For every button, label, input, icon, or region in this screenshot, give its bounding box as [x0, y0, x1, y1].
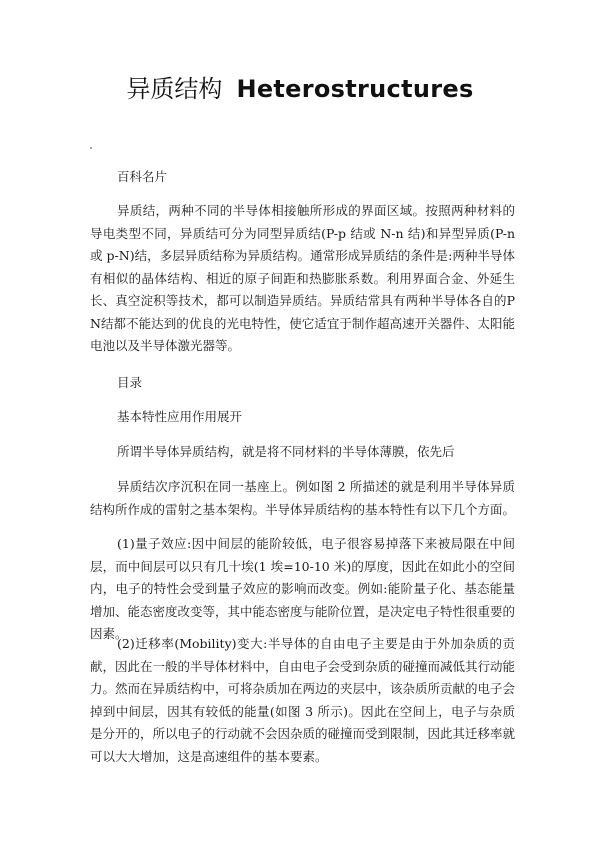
- title-english: Heterostructures: [236, 75, 474, 103]
- stray-mark: [90, 147, 92, 149]
- toc-line: 基本特性应用作用展开: [117, 409, 243, 424]
- quantum-effect-paragraph: (1)量子效应:因中间层的能阶较低，电子很容易掉落下来被局限在中间层，而中间层可以只有几十埃(1 埃=10-10 米)的厚度，因此在如此小的空间内，电子的特性会受到量子效应的影响而改变。例如:能阶量子化、基态能量增加、能态密度改变等，其中能态密度与能阶位置，是决定电子特性很重要的因素。: [90, 536, 516, 641]
- title-chinese: 异质结构: [126, 75, 223, 103]
- page-title: [0, 72, 600, 106]
- toc-heading: 目录: [117, 375, 143, 390]
- heterostructure-paragraph: 异质结次序沉积在同一基座上。例如图 2 所描述的就是利用半导体异质结构所作成的雷射之基本架构。半导体异质结构的基本特性有以下几个方面。: [90, 479, 516, 517]
- heterostructure-line-1: 所谓半导体异质结构，就是将不同材料的半导体薄膜，依先后: [117, 444, 455, 459]
- mobility-paragraph: (2)迁移率(Mobility)变大:半导体的自由电子主要是由于外加杂质的贡献，因此在一般的半导体材料中，自由电子会受到杂质的碰撞而减低其行动能力。然而在异质结构中，可将杂质加在两边的夹层中，该杂质所贡献的电子会掉到中间层，因其有较低的能量(如图 3 所示)。因此在空间上，电子与杂质是分开的，所以电子的行动就不会因杂质的碰撞而受到限制，因此其迁移率就可以大大增加，这是高速组件的基本要素。: [90, 636, 516, 764]
- intro-paragraph: 异质结，两种不同的半导体相接触所形成的界面区域。按照两种材料的导电类型不同，异质结可分为同型异质结(P-p 结或 N-n 结)和异型异质(P-n 或 p-N)结，多层异质结称为异质结构。通常形成异质结的条件是:两种半导体有相似的晶体结构、相近的原子间距和热膨胀系数。利用界面合金、外延生长、真空淀积等技术，都可以制造异质结。异质结常具有两种半导体各自的PN结都不能达到的优良的光电特性，使它适宜于制作超高速开关器件、太阳能电池以及半导体激光器等。: [90, 203, 515, 353]
- card-heading: 百科名片: [117, 169, 168, 184]
